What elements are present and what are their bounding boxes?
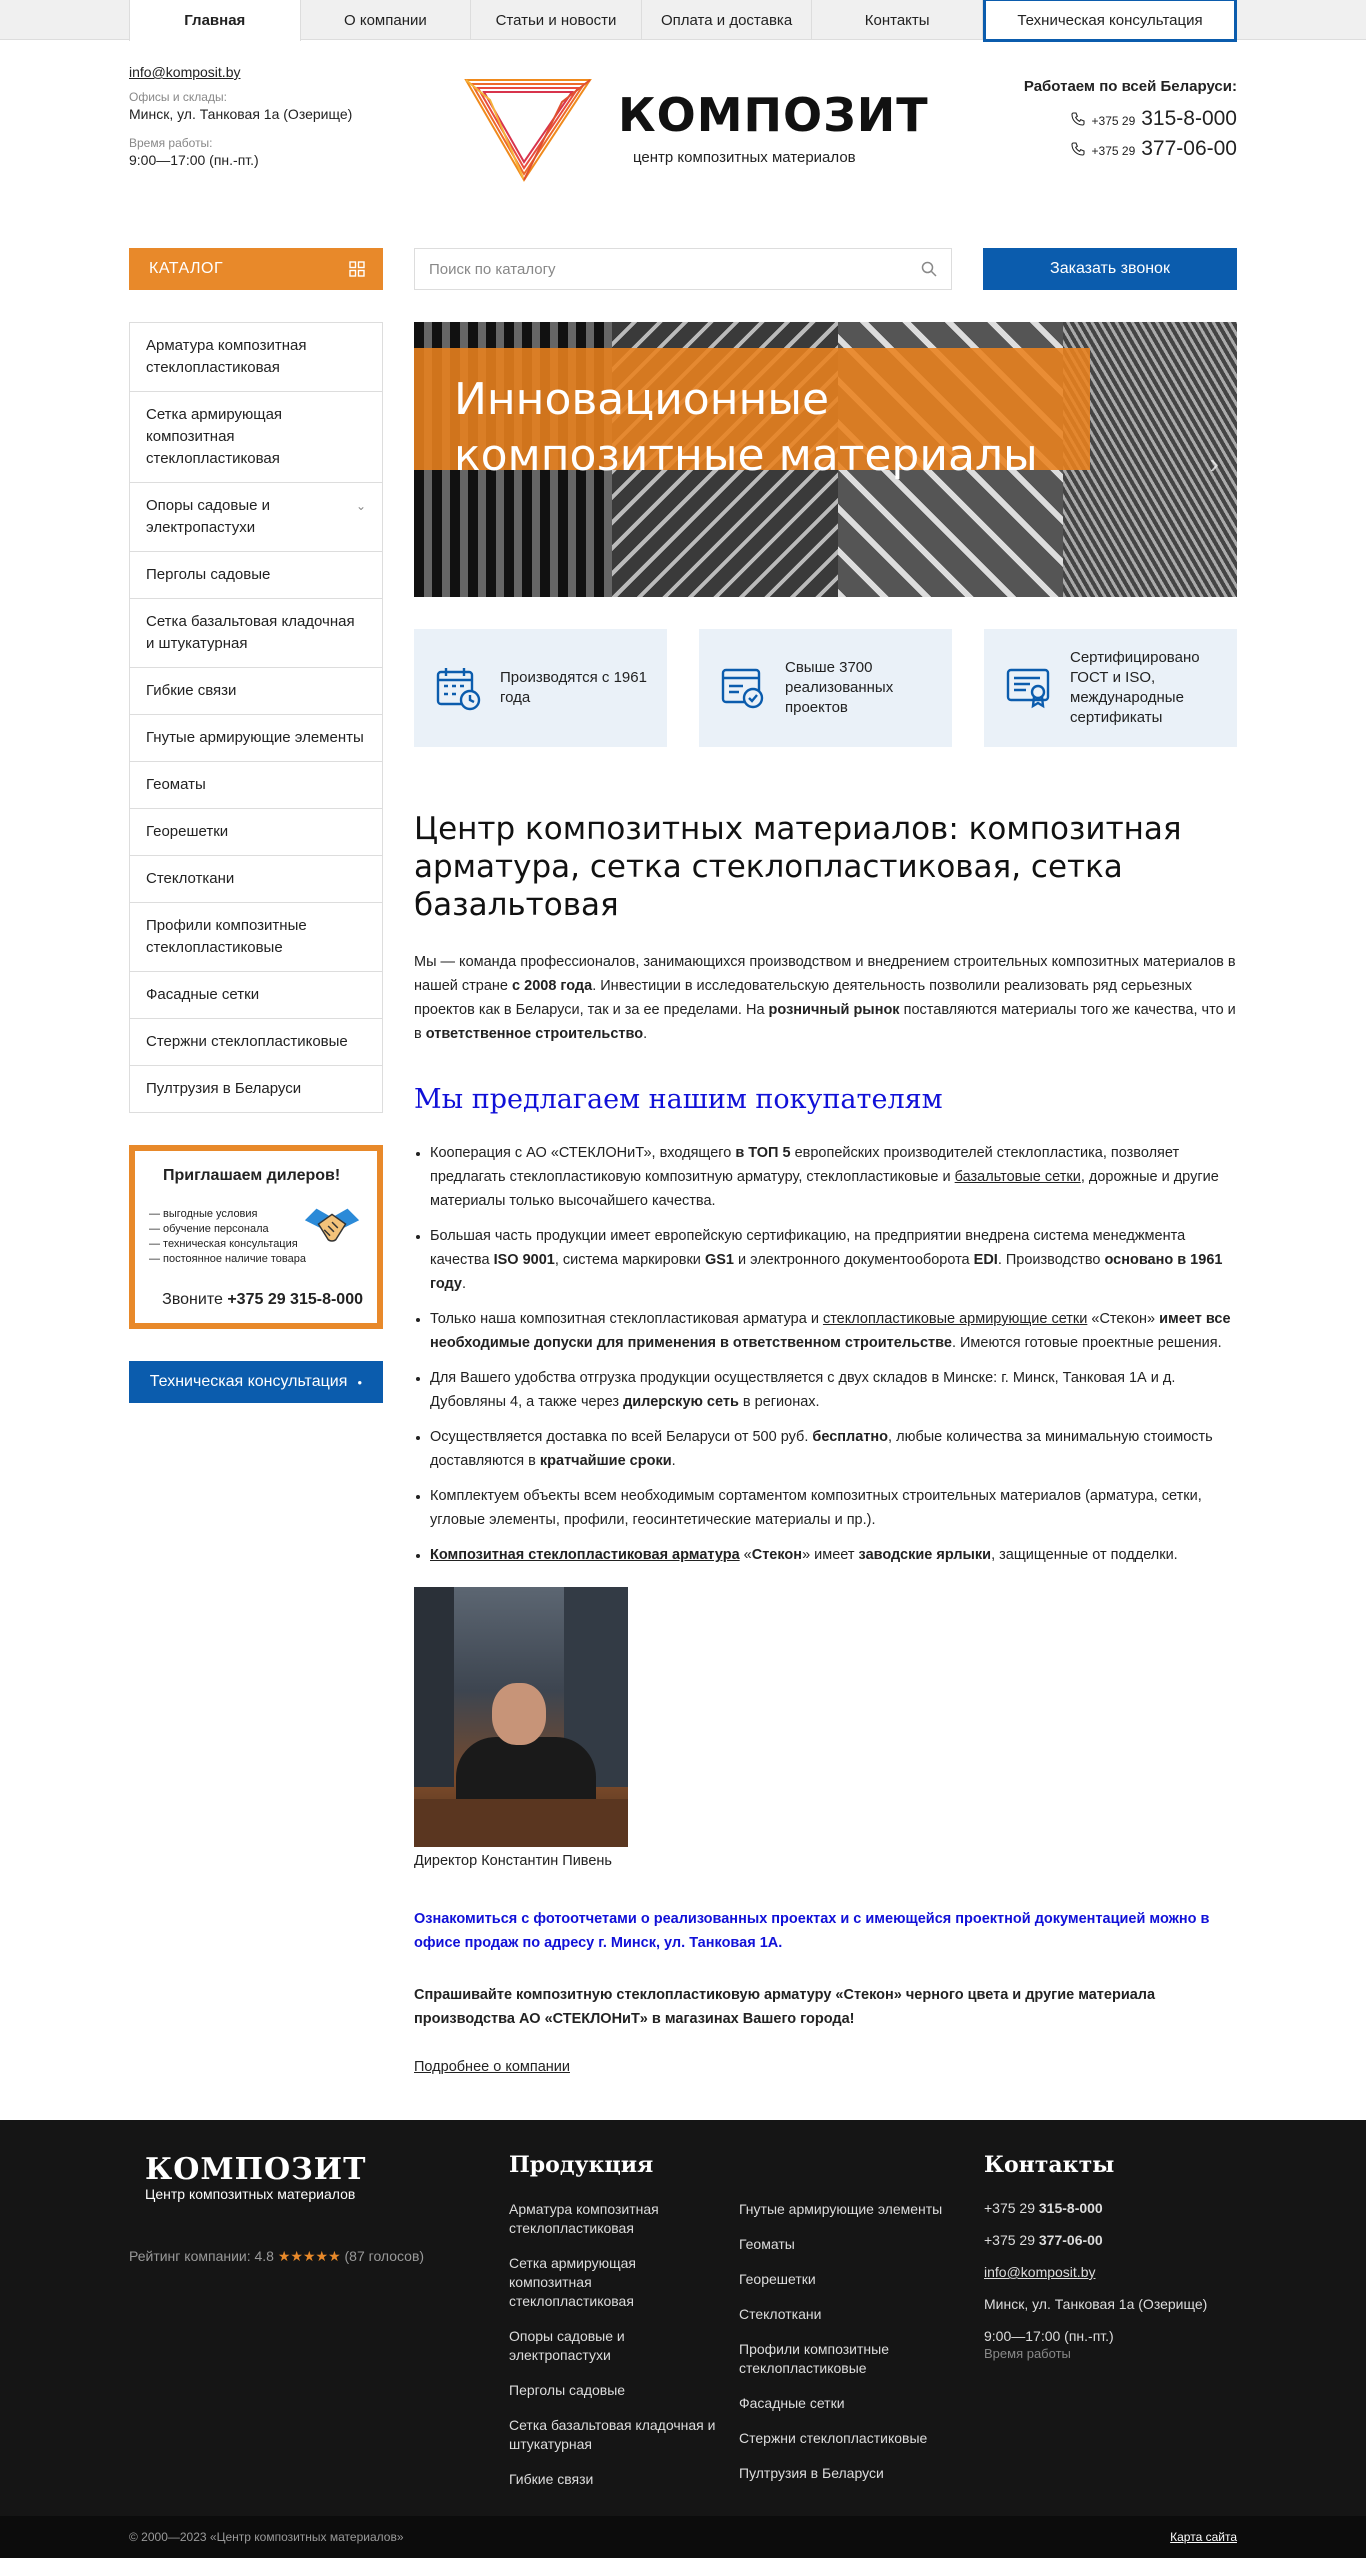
banner-title-backdrop [414,348,1090,481]
text: . [643,1026,648,1042]
about-company-link[interactable]: Подробнее о компании [414,2059,570,2075]
toolbar-row [129,248,1237,290]
tab-payment-delivery[interactable]: Оплата и доставка [642,0,813,40]
feature-text: Производятся с 1961 года [500,669,647,706]
list-item [430,1141,1237,1213]
page-body [129,40,1237,2075]
text: , дорожные и другие материалы только высочайшего качества. [430,1169,1219,1209]
phone-code: +375 29 [1091,114,1136,128]
intro-paragraph [414,950,1237,1046]
text-bold: бесплатно [812,1429,889,1445]
chevron-down-icon[interactable]: ⌄ [355,499,366,513]
tab-about[interactable]: О компании [301,0,472,40]
phone-line[interactable] [1024,137,1237,161]
text: , защищенные от подделки. [991,1547,1178,1563]
feature-text: Сертифицировано ГОСТ и ISO, международные сертификаты [1070,649,1200,726]
text-bold: GS1 [704,1252,734,1268]
sidebar-item-label: Георешетки [146,823,229,840]
office-address: Минск, ул. Танковая 1а (Озерище) [129,106,353,122]
sidebar-item-label: Гибкие связи [146,682,237,699]
text-bold: EDI [973,1252,998,1268]
reinforcing-mesh-link[interactable]: стеклопластиковые армирующие сетки [822,1311,1088,1327]
order-call-button[interactable]: Заказать звонок [983,248,1237,290]
sidebar-item-fiberglass-rods[interactable] [130,1019,382,1066]
footer-products-col-2 [739,2200,949,2499]
company-rating [129,2248,424,2265]
grid-icon [349,261,365,277]
dealer-phone[interactable]: +375 29 315-8-000 [227,1291,363,1308]
sidebar-item-label: Арматура композитная стеклопластиковая [146,337,307,376]
sidebar-item-label: Геоматы [146,776,206,793]
offices-label: Офисы и склады: [129,90,227,104]
text: «Стекон» [1087,1311,1160,1327]
phone-icon [1070,141,1086,157]
sidebar-item-basalt-mesh[interactable] [130,599,382,668]
photo-desk [414,1799,628,1847]
catalog-menu [129,322,383,1113]
footer-product-link[interactable]: Гибкие связи [509,2471,594,2487]
feature-card [414,629,667,747]
dealer-promo-banner[interactable] [129,1145,383,1329]
list-item [430,1366,1237,1414]
sidebar-item-pultrusion[interactable] [130,1066,382,1112]
sidebar-item-label: Гнутые армирующие элементы [146,729,364,746]
footer-product-link[interactable]: Пултрузия в Беларуси [739,2465,884,2481]
text: Для Вашего удобства отгрузка продукции осуществляется с двух складов в Минске: г. Минск, Танковая 1А и д. Дубовляны 4, а также через [430,1370,1176,1410]
offer-list [414,1141,1237,1567]
hours-label: Время работы: [129,136,213,150]
tab-home[interactable]: Главная [129,0,301,41]
phone-code: +375 29 [1091,144,1136,158]
dealer-call-prefix: Звоните [162,1291,223,1308]
sidebar [129,322,383,1403]
footer-product-link[interactable]: Фасадные сетки [739,2395,845,2411]
text: Только наша композитная стеклопластиковая арматура и [430,1311,823,1327]
sidebar-item-label: Опоры садовые и электропастухи [146,497,270,536]
calendar-icon [434,664,482,712]
sidebar-item-label: Пултрузия в Беларуси [146,1080,302,1097]
text: . Имеются готовые проектные решения. [951,1335,1222,1351]
triangle-logo-icon [462,76,602,186]
footer-product-link[interactable]: Сетка армирующая композитная стеклопластиковая [509,2255,636,2309]
footer-email-link[interactable]: info@komposit.by [984,2264,1096,2280]
list-item [430,1307,1237,1355]
sidebar-item-label: Перголы садовые [146,566,271,583]
footer-contacts-title: Контакты [984,2152,1115,2178]
header-contacts [129,64,352,168]
sidebar-item-label: Сетка базальтовая кладочная и штукатурная [146,613,355,652]
star-rating-icon: ★★★★★ [277,2248,341,2264]
text: » имеет [802,1547,859,1563]
footer-phone[interactable] [984,2232,1207,2248]
feature-text: Свыше 3700 реализованных проектов [785,659,894,716]
text: . Инвестиции в исследовательскую деятельность позволили реализовать ряд серьезных проектов как в Беларуси, так и за ее пределами. На [414,978,1193,1018]
header-phones [1024,78,1237,167]
footer-product-link[interactable]: Стеклоткани [739,2306,822,2322]
sidebar-item-label: Фасадные сетки [146,986,260,1003]
tech-consultation-label: Техническая консультация [149,1373,348,1390]
footer-product-link[interactable]: Профили композитные стеклопластиковые [739,2341,889,2376]
text: . [461,1276,466,1292]
sidebar-item-label: Сетка армирующая композитная стеклопластиковая [146,406,283,467]
main-content [414,810,1237,2075]
text: , система маркировки [554,1252,705,1268]
phone-line[interactable] [1024,107,1237,131]
hero-banner[interactable] [414,322,1237,597]
phone-number: 315-8-000 [1038,2200,1103,2216]
text: и электронного документооборота [733,1252,974,1268]
dealer-benefit: — постоянное наличие товара [149,1253,306,1265]
features-row [414,629,1237,747]
sidebar-item-label: Стеклоткани [146,870,235,887]
dealer-benefit: — выгодные условия [149,1208,258,1220]
sidebar-item-pergolas[interactable] [130,552,382,599]
logo-tagline: центр композитных материалов [633,149,856,166]
list-item [430,1425,1237,1473]
text-bold: розничный рынок [768,1002,900,1018]
footer-product-link[interactable]: Гнутые армирующие элементы [739,2201,943,2217]
banner-line-2: композитные материалы [454,430,1038,481]
text: , любые количества за минимальную стоимость доставляются в [430,1429,1213,1469]
sidebar-item-composite-rebar[interactable] [130,323,382,392]
composite-rebar-link[interactable]: Композитная стеклопластиковая арматура [430,1547,740,1563]
catalog-button[interactable] [129,248,383,290]
text-bold: имеет все необходимые допуски для применения в ответственном строительстве [430,1311,1231,1351]
footer-product-link[interactable]: Перголы садовые [509,2382,626,2398]
text-bold: заводские ярлыки [858,1547,992,1563]
dealer-benefit: — техническая консультация [149,1238,298,1250]
text-bold: дилерскую сеть [623,1394,739,1410]
certificate-icon [1004,664,1052,712]
footer-brand-tagline: Центр композитных материалов [145,2186,356,2202]
text: Осуществляется доставка по всей Беларуси от 500 руб. [430,1429,813,1445]
text: « [739,1547,752,1563]
text: Мы — команда профессионалов, занимающихся производством и внедрением строительных композитных материалов в нашей стране [414,954,1236,994]
catalog-label: КАТАЛОГ [149,260,224,277]
tab-tech-consultation[interactable]: Техническая консультация [983,0,1237,42]
sidebar-item-bent-elements[interactable] [130,715,382,762]
text-bold: в ТОП 5 [735,1145,791,1161]
phone-number: 315-8-000 [1141,107,1237,130]
banner-line-1: Инновационные [454,374,830,425]
sidebar-item-geomats[interactable] [130,762,382,809]
footer-product-link[interactable]: Стержни стеклопластиковые [739,2430,928,2446]
stores-note: Спрашивайте композитную стеклопластиковую арматуру «Стекон» черного цвета и другие материала производства АО «СТЕКЛОНиТ» в магазинах Вашего города! [414,1987,1156,2027]
sidebar-item-flexible-ties[interactable] [130,668,382,715]
text: Кооперация с АО «СТЕКЛОНиТ», входящего [430,1145,736,1161]
phone-code: +375 29 [984,2232,1035,2248]
tab-articles[interactable]: Статьи и новости [471,0,642,40]
search-box [414,248,952,290]
site-logo[interactable] [462,76,929,186]
sidebar-item-composite-profiles[interactable] [130,903,382,972]
top-navigation [0,0,1366,40]
photo-building [414,1587,454,1787]
photo-caption: Директор Константин Пивень [414,1853,612,1869]
work-area-note: Работаем по всей Беларуси: [1023,78,1237,95]
dealer-call [162,1291,363,1309]
office-visit-note: Ознакомиться с фотоотчетами о реализованных проектах и с имеющейся проектной документацией можно в офисе продаж по адресу г. Минск, ул. Танковая 1А. [414,1911,1210,1951]
basalt-mesh-link[interactable]: базальтовые сетки [954,1169,1081,1185]
text-bold: кратчайшие сроки [539,1453,672,1469]
tech-consultation-button[interactable] [129,1361,383,1403]
text: Большая часть продукции имеет европейскую сертификацию, на предприятии внедрена система менеджмента качества [430,1228,1186,1268]
footer-contacts [984,2200,1207,2377]
list-item [430,1543,1237,1567]
footer-product-link[interactable]: Сетка базальтовая кладочная и штукатурная [509,2417,716,2452]
text-bold: ответственное строительство [425,1026,644,1042]
footer-product-link[interactable]: Опоры садовые и электропастухи [509,2328,625,2363]
sitemap-link[interactable]: Карта сайта [1170,2530,1237,2544]
sidebar-item-garden-supports[interactable] [130,483,382,552]
footer-product-link[interactable]: Арматура композитная стеклопластиковая [509,2201,659,2236]
text: . [671,1453,676,1469]
sidebar-item-geogrids[interactable] [130,809,382,856]
dealer-benefits [149,1207,306,1267]
text: Комплектуем объекты всем необходимым сортаментом композитных строительных материалов (арматура, сетки, угловые элементы, профили, геосинтетические материалы и пр.). [430,1488,1202,1528]
photo-person-head [492,1683,546,1745]
dealer-benefit: — обучение персонала [149,1223,269,1235]
banner-title [454,372,1038,484]
footer-hours: 9:00—17:00 (пн.-пт.) [984,2328,1114,2344]
sidebar-item-label: Стержни стеклопластиковые [146,1033,348,1050]
bottom-bar [0,2516,1366,2558]
header-email-link[interactable]: info@komposit.by [129,64,241,80]
sidebar-item-label: Профили композитные стеклопластиковые [146,917,307,956]
chevron-right-icon[interactable]: › [1209,448,1219,479]
sidebar-item-facade-mesh[interactable] [130,972,382,1019]
phone-code: +375 29 [984,2200,1035,2216]
sidebar-item-fiberglass-fabrics[interactable] [130,856,382,903]
footer-address: Минск, ул. Танковая 1а (Озерище) [984,2296,1208,2312]
offer-heading: Мы предлагаем нашим покупателям [414,1084,943,1115]
footer-products-title: Продукция [509,2152,654,2178]
list-item [430,1224,1237,1296]
search-icon[interactable] [921,261,937,277]
text-bold: Стекон [751,1547,803,1563]
page-title: Центр композитных материалов: композитная арматура, сетка стеклопластиковая, сетка базальтовая [414,811,1182,923]
tab-contacts[interactable]: Контакты [812,0,983,40]
director-photo [414,1587,628,1847]
dot-icon: ● [357,1377,363,1387]
phone-icon [1070,111,1086,127]
handshake-icon [301,1195,363,1257]
footer-product-link[interactable]: Георешетки [739,2271,816,2287]
copyright: © 2000—2023 «Центр композитных материалов» [129,2530,404,2544]
text: . Производство [997,1252,1105,1268]
logo-brand-name: КОМПОЗИТ [618,88,929,142]
text-bold: с 2008 года [512,978,593,994]
projects-check-icon [719,664,767,712]
footer-hours-label: Время работы [984,2346,1071,2361]
list-item [430,1484,1237,1532]
text-bold: основано в 1961 году [430,1252,1223,1292]
rating-text: Рейтинг компании: 4.8 [129,2248,274,2264]
working-hours: 9:00—17:00 (пн.-пт.) [129,152,259,168]
text: в регионах. [738,1394,820,1410]
footer-phone[interactable] [984,2200,1207,2216]
header [129,40,1237,200]
phone-number: 377-06-00 [1141,137,1237,160]
text: поставляются материалы того же качества, что и в [414,1002,1236,1042]
footer-products-col-1 [509,2200,719,2505]
feature-card [699,629,952,747]
footer [0,2120,1366,2516]
text: европейских производителей стеклопластика, позволяет предлагать стеклопластиковую композитную арматуру, стеклопластиковые и [430,1145,1180,1185]
search-input[interactable] [429,261,921,278]
feature-card [984,629,1237,747]
dealer-title: Приглашаем дилеров! [163,1167,341,1184]
phone-number: 377-06-00 [1038,2232,1103,2248]
rating-votes: (87 голосов) [344,2248,425,2264]
footer-brand[interactable]: КОМПОЗИТ [145,2152,367,2187]
footer-product-link[interactable]: Геоматы [739,2236,795,2252]
text-bold: ISO 9001 [493,1252,555,1268]
sidebar-item-composite-mesh[interactable] [130,392,382,483]
